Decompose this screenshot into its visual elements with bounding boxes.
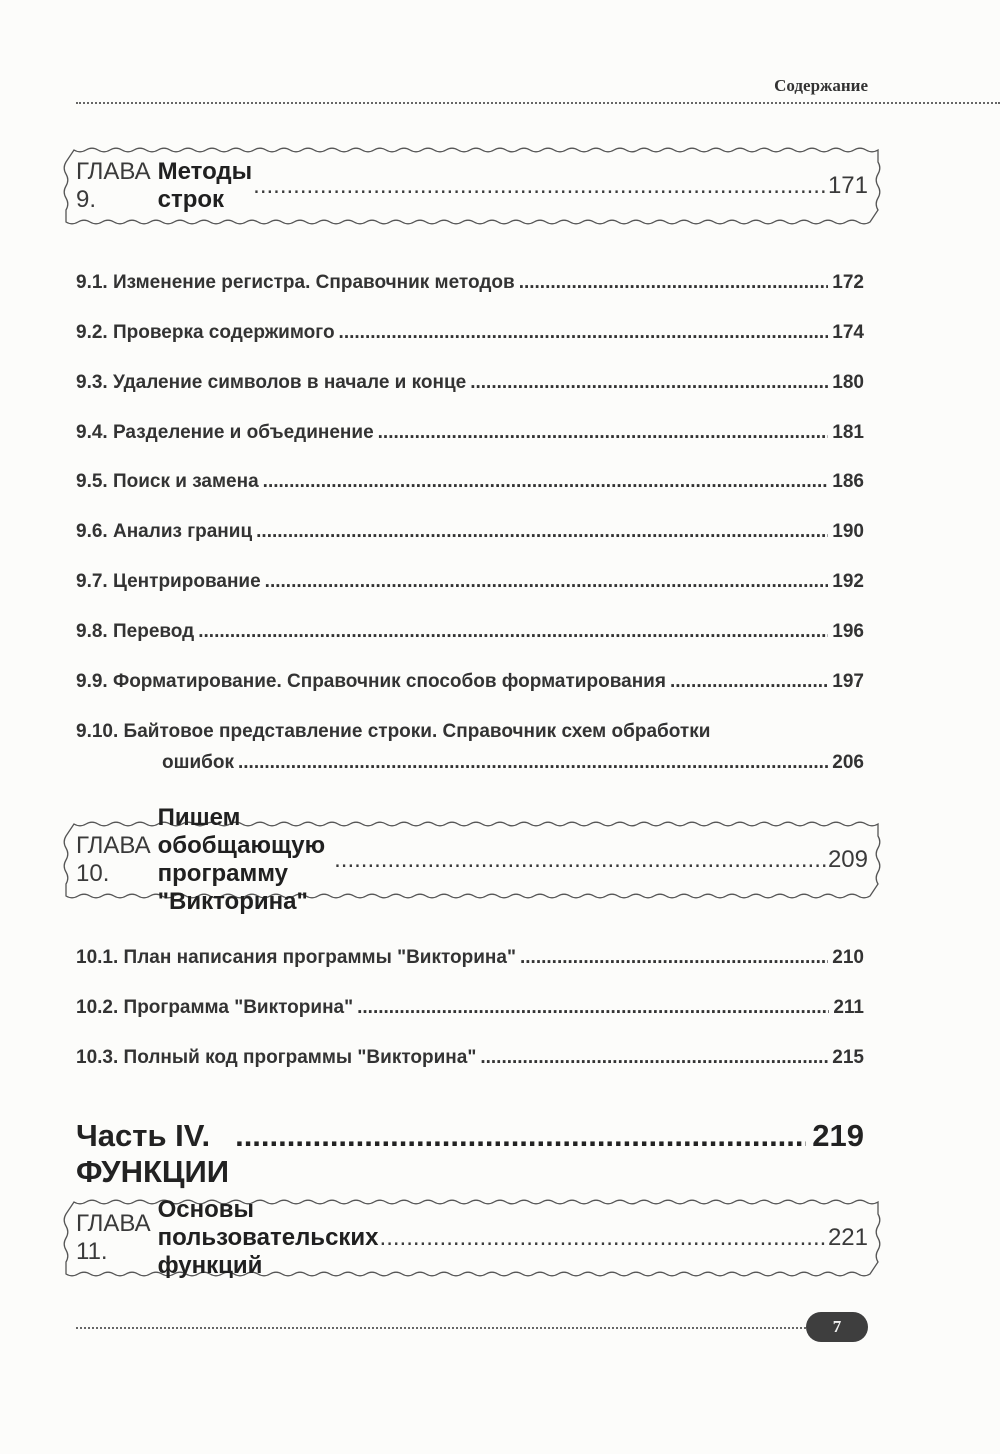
part-title: Часть IV. ФУНКЦИИ — [76, 1118, 230, 1189]
entry-number: 9.3. — [76, 372, 108, 393]
dot-leader — [519, 272, 829, 294]
entry-page: 180 — [832, 372, 864, 393]
entry-title: Программа "Викторина" — [123, 997, 354, 1018]
entry-title: Разделение и объединение — [112, 422, 374, 443]
dot-leader — [334, 846, 827, 874]
entry-page: 192 — [832, 571, 864, 592]
dot-leader — [265, 571, 829, 593]
entry-page: 190 — [832, 521, 864, 542]
dot-leader — [253, 172, 827, 200]
entry-title: План написания программы "Викторина" — [123, 947, 516, 968]
dot-leader — [670, 671, 828, 693]
part-page: 219 — [812, 1118, 864, 1153]
toc-entry-9-10-continuation[interactable] — [162, 752, 864, 774]
entry-number: 10.2. — [76, 997, 119, 1018]
dot-leader — [357, 997, 829, 1019]
entry-title: Поиск и замена — [112, 471, 259, 492]
toc-entry-9-3[interactable] — [76, 372, 864, 394]
entry-number: 10.1. — [76, 947, 119, 968]
page-number-badge: 7 — [806, 1312, 868, 1342]
entry-page: 186 — [832, 471, 864, 492]
entry-title: Полный код программы "Викторина" — [123, 1047, 477, 1068]
entry-page: 181 — [832, 422, 864, 443]
toc-entry-10-1[interactable] — [76, 947, 864, 969]
entry-number: 9.6. — [76, 521, 108, 542]
dot-leader — [256, 521, 828, 543]
entry-number: 9.8. — [76, 621, 108, 642]
chapter-label: ГЛАВА 11. — [76, 1210, 151, 1265]
chapter-9-box[interactable] — [62, 146, 882, 226]
entry-number: 9.9. — [76, 671, 108, 692]
entry-number: 9.4. — [76, 422, 108, 443]
chapter-label: ГЛАВА 9. — [76, 158, 151, 213]
toc-entry-9-5[interactable] — [76, 471, 864, 493]
dot-leader — [339, 322, 829, 344]
toc-entry-9-6[interactable] — [76, 521, 864, 543]
chapter-page: 209 — [827, 846, 868, 873]
dot-leader — [520, 947, 828, 969]
entry-title: Анализ границ — [112, 521, 253, 542]
entry-title: Центрирование — [112, 571, 261, 592]
entry-page: 174 — [832, 322, 864, 343]
dot-leader — [470, 372, 828, 394]
entry-page: 206 — [832, 752, 864, 773]
entry-title: Изменение регистра. Справочник методов — [112, 272, 515, 293]
dot-leader — [380, 1224, 827, 1252]
entry-title: Удаление символов в начале и конце — [112, 372, 467, 393]
chapter-title: Методы строк — [157, 158, 253, 213]
header-divider — [76, 102, 1000, 104]
toc-entry-9-10[interactable] — [76, 721, 864, 743]
entry-number: 9.10. — [76, 721, 119, 742]
entry-page: 196 — [832, 621, 864, 642]
toc-entry-9-7[interactable] — [76, 571, 864, 593]
chapter-title: Пишем обобщающую программу "Викторина" — [157, 804, 326, 915]
entry-page: 211 — [833, 997, 864, 1018]
dot-leader — [378, 422, 829, 444]
entry-number: 9.7. — [76, 571, 108, 592]
chapter-10-box[interactable] — [62, 804, 882, 915]
entry-title: Байтовое представление строки. Справочник схем обработки — [123, 721, 711, 742]
toc-entry-9-9[interactable] — [76, 671, 864, 693]
dot-leader — [238, 752, 828, 774]
chapter-11-box[interactable] — [62, 1198, 882, 1278]
dot-leader — [480, 1047, 828, 1069]
entry-title: Форматирование. Справочник способов форматирования — [112, 671, 666, 692]
dot-leader — [198, 621, 828, 643]
chapter-label: ГЛАВА 10. — [76, 832, 151, 887]
toc-entry-9-8[interactable] — [76, 621, 864, 643]
chapter-page: 221 — [827, 1224, 868, 1251]
entry-number: 9.2. — [76, 322, 108, 343]
entry-number: 10.3. — [76, 1047, 119, 1068]
entry-page: 215 — [832, 1047, 864, 1068]
toc-entry-9-2[interactable] — [76, 322, 864, 344]
entry-page: 197 — [832, 671, 864, 692]
toc-entry-10-2[interactable] — [76, 997, 864, 1019]
entry-page: 172 — [832, 272, 864, 293]
chapter-title: Основы пользовательских функций — [157, 1196, 379, 1279]
dot-leader — [263, 471, 829, 493]
chapter-page: 171 — [827, 172, 868, 199]
entry-title: Перевод — [112, 621, 195, 642]
entry-title: Проверка содержимого — [112, 322, 335, 343]
toc-entry-10-3[interactable] — [76, 1047, 864, 1069]
part-4-heading[interactable] — [76, 1118, 864, 1190]
entry-page: 210 — [832, 947, 864, 968]
entry-number: 9.1. — [76, 272, 108, 293]
footer-divider — [76, 1327, 806, 1329]
dot-leader — [235, 1118, 806, 1154]
running-header: Содержание — [774, 76, 868, 95]
entry-number: 9.5. — [76, 471, 108, 492]
entry-title-continuation: ошибок — [162, 752, 234, 773]
toc-entry-9-1[interactable] — [76, 272, 864, 294]
toc-entry-9-4[interactable] — [76, 422, 864, 444]
